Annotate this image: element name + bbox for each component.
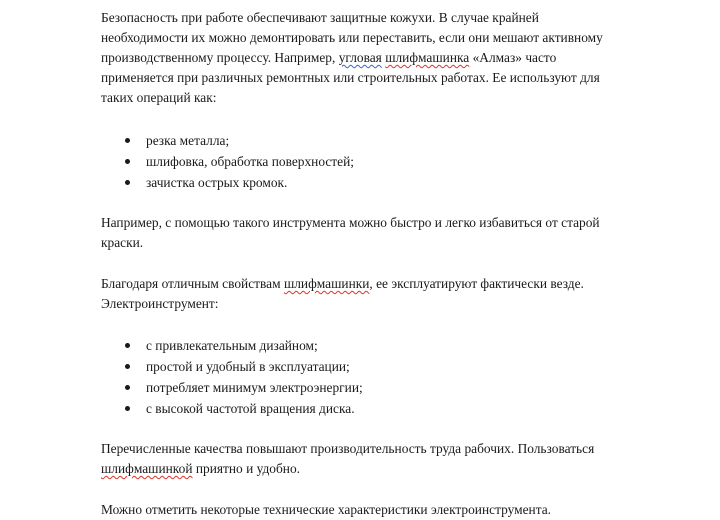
paragraph-1-line-3-end: «Алмаз» часто — [472, 50, 557, 65]
spellcheck-flagged-word[interactable]: шлифмашинкой — [101, 461, 193, 476]
list-item: потребляет минимум электроэнергии; — [101, 377, 680, 398]
list-item: резка металла; — [101, 130, 680, 151]
bullet-list-operations — [101, 130, 680, 193]
paragraph-1-line-1: Безопасность при работе обеспечивают защитные кожухи. В случае крайней — [101, 10, 539, 25]
paragraph-3 — [101, 274, 680, 314]
list-item: зачистка острых кромок. — [101, 172, 680, 193]
paragraph-1-line-3: производственному процессу. Например, — [101, 50, 336, 65]
bullet-list-features — [101, 335, 680, 419]
list-item: шлифовка, обработка поверхностей; — [101, 151, 680, 172]
grammar-flagged-word[interactable]: угловая — [338, 50, 382, 65]
spellcheck-flagged-word[interactable]: шлифмашинка — [385, 50, 470, 65]
paragraph-3-line-1-end: , ее эксплуатируют фактически везде. — [369, 276, 584, 291]
paragraph-1-line-5: таких операций как: — [101, 90, 217, 105]
paragraph-5-line-1: Можно отметить некоторые технические характеристики электроинструмента. — [101, 502, 552, 517]
paragraph-5 — [101, 500, 680, 520]
paragraph-2-line-1: Например, с помощью такого инструмента можно быстро и легко избавиться от старой — [101, 215, 600, 230]
paragraph-3-line-2: Электроинструмент: — [101, 296, 219, 311]
paragraph-1 — [101, 8, 680, 108]
list-item: с высокой частотой вращения диска. — [101, 398, 680, 419]
paragraph-4 — [101, 439, 680, 479]
paragraph-1-line-4: применяется при различных ремонтных или строительных работах. Ее используют для — [101, 70, 600, 85]
paragraph-4-line-1: Перечисленные качества повышают производительность труда рабочих. Пользоваться — [101, 441, 595, 456]
paragraph-4-line-2-end: приятно и удобно. — [192, 461, 300, 476]
list-item: простой и удобный в эксплуатации; — [101, 356, 680, 377]
paragraph-3-line-1-start: Благодаря отличным свойствам — [101, 276, 281, 291]
paragraph-1-line-2: необходимости их можно демонтировать или переставить, если они мешают активному — [101, 30, 603, 45]
list-item: с привлекательным дизайном; — [101, 335, 680, 356]
paragraph-2-line-2: краски. — [101, 235, 144, 250]
spellcheck-flagged-word[interactable]: шлифмашинки — [283, 276, 370, 291]
paragraph-2 — [101, 213, 680, 253]
